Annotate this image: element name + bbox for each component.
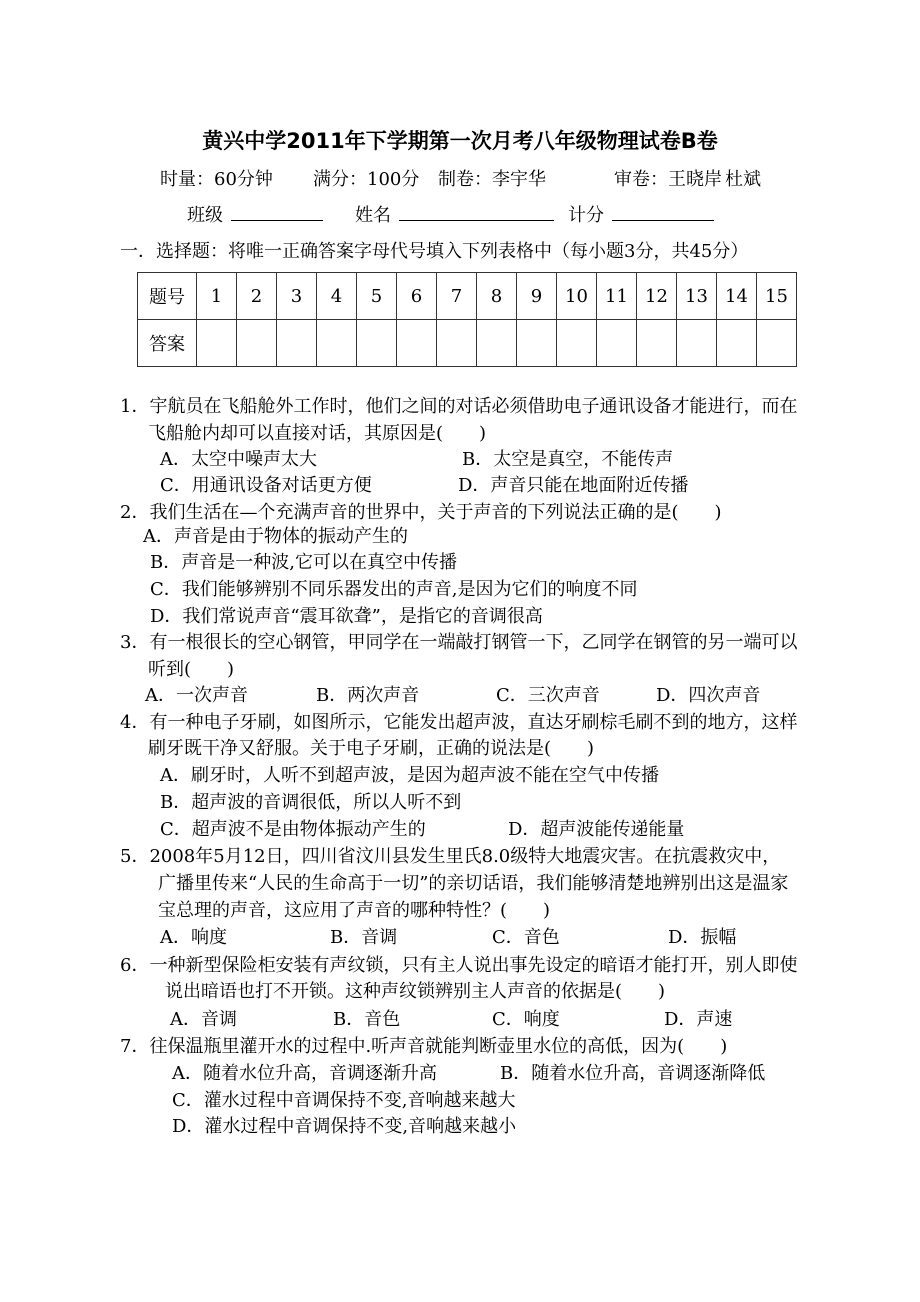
answer-cell[interactable]: [277, 320, 317, 367]
question-number-cell: 11: [597, 273, 637, 320]
question-text: 5．2008年5月12日，四川省汶川县发生里氏8.0级特大地震灾害。在抗震救灾中，: [120, 846, 781, 867]
reviewer2-info: 杜斌: [725, 169, 761, 190]
answer-cell[interactable]: [517, 320, 557, 367]
option-A: A．音调: [170, 1009, 237, 1030]
option-D: D．灌水过程中音调保持不变,音响越来越小: [172, 1116, 517, 1137]
question-number-cell: 8: [477, 273, 517, 320]
class-field[interactable]: [187, 204, 333, 227]
answer-cell[interactable]: [637, 320, 677, 367]
time-info: 时量：60分钟: [160, 169, 273, 190]
question-number-cell: 15: [757, 273, 797, 320]
answer-cell[interactable]: [557, 320, 597, 367]
answer-row: [138, 320, 797, 367]
option-A: A．太空中噪声太大: [160, 449, 317, 470]
answer-cell[interactable]: [477, 320, 517, 367]
question-text: 3．有一根很长的空心钢管，甲同学在一端敲打钢管一下，乙同学在钢管的另一端可以: [120, 632, 798, 653]
answer-cell[interactable]: [317, 320, 357, 367]
answer-cell[interactable]: [357, 320, 397, 367]
answer-cell[interactable]: [597, 320, 637, 367]
answer-cell[interactable]: [717, 320, 757, 367]
question-text: 6．一种新型保险柜安装有声纹锁，只有主人说出事先设定的暗语才能打开，别人即使: [120, 955, 798, 976]
option-A: A．响度: [160, 927, 227, 948]
question-text: 4．有一种电子牙刷，如图所示，它能发出超声波，直达牙刷棕毛刷不到的地方，这样: [120, 712, 798, 733]
option-D: D．超声波能传递能量: [508, 819, 685, 840]
class-label: 班级: [187, 205, 223, 226]
option-A: A．一次声音: [145, 685, 248, 706]
option-D: D．振幅: [668, 927, 737, 948]
row-label: 答案: [138, 320, 197, 367]
option-A: A．随着水位升高，音调逐渐升高: [172, 1063, 437, 1084]
question-number-cell: 2: [237, 273, 277, 320]
question-number-cell: 1: [197, 273, 237, 320]
option-A: A．刷牙时，人听不到超声波，是因为超声波不能在空气中传播: [160, 765, 659, 786]
question-number-cell: 13: [677, 273, 717, 320]
option-B: B．两次声音: [316, 685, 420, 706]
question-text: 飞船舱内却可以直接对话，其原因是( ): [148, 423, 487, 444]
number-row: [138, 273, 797, 320]
question-text: 宝总理的声音，这应用了声音的哪种特性？( ): [158, 900, 551, 921]
answer-cell[interactable]: [237, 320, 277, 367]
option-B: B．音调: [330, 927, 398, 948]
option-C: C．超声波不是由物体振动产生的: [160, 819, 426, 840]
question-text: 2．我们生活在—个充满声音的世界中，关于声音的下列说法正确的是( ): [120, 502, 722, 523]
answer-cell[interactable]: [437, 320, 477, 367]
question-number-cell: 9: [517, 273, 557, 320]
option-C: C．我们能够辨别不同乐器发出的声音,是因为它们的响度不同: [150, 579, 638, 600]
option-D: D．四次声音: [656, 685, 761, 706]
maker-info: 制卷：李宇华: [438, 169, 546, 190]
question-number-cell: 5: [357, 273, 397, 320]
name-blank: [399, 204, 554, 221]
reviewer-info: 审卷：王晓岸: [614, 169, 722, 190]
class-blank: [231, 204, 323, 221]
answer-cell[interactable]: [757, 320, 797, 367]
question-number-cell: 7: [437, 273, 477, 320]
option-A: A．声音是由于物体的振动产生的: [143, 526, 408, 547]
score-label: 计分: [568, 205, 604, 226]
option-C: C．灌水过程中音调保持不变,音响越来越大: [172, 1090, 516, 1111]
question-number-cell: 10: [557, 273, 597, 320]
answer-cell[interactable]: [677, 320, 717, 367]
option-C: C．音色: [492, 927, 560, 948]
exam-title: 黄兴中学2011年下学期第一次月考八年级物理试卷B卷: [202, 129, 718, 153]
row-label: 题号: [138, 273, 197, 320]
option-B: B．随着水位升高，音调逐渐降低: [500, 1063, 766, 1084]
question-number-cell: 3: [277, 273, 317, 320]
question-text: 说出暗语也打不开锁。这种声纹锁辨别主人声音的依据是( ): [165, 981, 666, 1002]
option-C: C．三次声音: [496, 685, 600, 706]
option-C: C．用通讯设备对话更方便: [160, 475, 372, 496]
option-B: B．超声波的音调很低，所以人听不到: [160, 792, 462, 813]
question-text: 听到( ): [148, 659, 235, 680]
question-number-cell: 6: [397, 273, 437, 320]
option-B: B．声音是一种波,它可以在真空中传播: [150, 552, 457, 573]
answer-table: [137, 272, 797, 367]
option-C: C．响度: [492, 1009, 560, 1030]
question-number-cell: 12: [637, 273, 677, 320]
name-label: 姓名: [355, 205, 391, 226]
score-blank: [612, 204, 714, 221]
option-D: D．声速: [664, 1009, 733, 1030]
question-text: 刷牙既干净又舒服。关于电子牙刷，正确的说法是( ): [148, 738, 595, 759]
option-B: B．音色: [333, 1009, 401, 1030]
question-text: 7．往保温瓶里灌开水的过程中.听声音就能判断壶里水位的高低，因为( ): [120, 1036, 728, 1057]
full-score-info: 满分：100分: [313, 169, 420, 190]
score-field[interactable]: [568, 204, 724, 227]
name-field[interactable]: [355, 204, 564, 227]
answer-cell[interactable]: [197, 320, 237, 367]
answer-cell[interactable]: [397, 320, 437, 367]
question-text: 1．宇航员在飞船舱外工作时，他们之间的对话必须借助电子通讯设备才能进行，而在: [120, 396, 798, 417]
question-text: 广播里传来“人民的生命高于一切”的亲切话语，我们能够清楚地辨别出这是温家: [158, 873, 789, 894]
section-heading: 一．选择题：将唯一正确答案字母代号填入下列表格中（每小题3分，共45分）: [120, 241, 749, 262]
option-D: D．声音只能在地面附近传播: [458, 475, 689, 496]
question-number-cell: 4: [317, 273, 357, 320]
option-B: B．太空是真空，不能传声: [462, 449, 674, 470]
option-D: D．我们常说声音“震耳欲聋”，是指它的音调很高: [150, 606, 543, 627]
question-number-cell: 14: [717, 273, 757, 320]
